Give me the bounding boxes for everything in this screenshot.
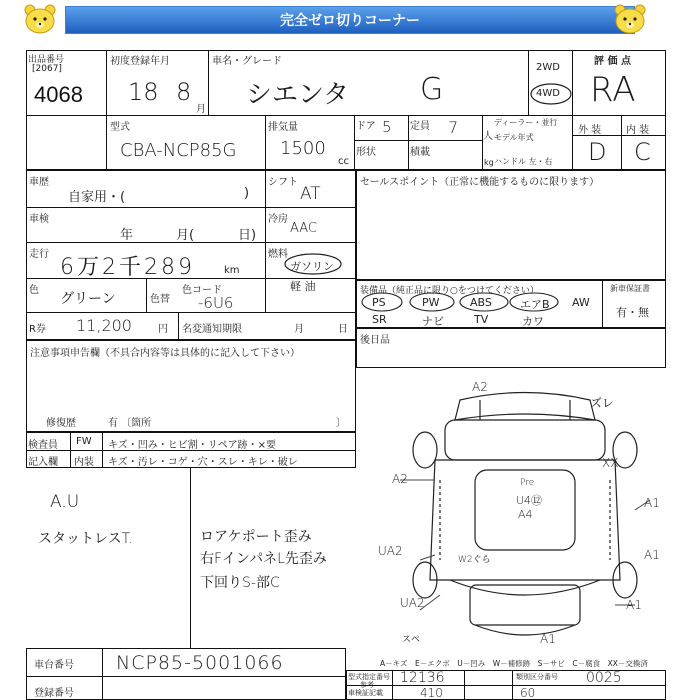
- reg-year: 18: [128, 78, 159, 106]
- grade: G: [420, 72, 444, 107]
- diagram-mark: A1: [644, 496, 660, 510]
- mileage-label: 走行: [29, 249, 49, 260]
- disp-value: 1500: [280, 138, 326, 159]
- color-code-value: -6U6: [198, 294, 234, 312]
- interior-label: 内装: [74, 457, 94, 468]
- recycle-unit: 円: [158, 324, 168, 335]
- diagram-mark: UA2: [400, 596, 425, 610]
- type-label: 型式: [110, 122, 130, 133]
- warranty-label: 新車保証書: [610, 284, 650, 293]
- top-banner: [0, 0, 700, 38]
- shape-label: 形状: [356, 147, 376, 158]
- diagram-mark: UA2: [378, 544, 403, 558]
- shift-value: AT: [300, 184, 321, 204]
- fw-label: FW: [76, 436, 92, 447]
- name-change-month: 月: [294, 324, 304, 335]
- diagram-mark: ズレ: [590, 396, 615, 410]
- eval-score: RA: [590, 70, 636, 110]
- door-value: 5: [382, 118, 392, 136]
- equip-airbag: エアB: [520, 298, 550, 311]
- banner-title: 完全ゼロ切りコーナー: [65, 6, 635, 34]
- car-name: シエンタ: [246, 80, 349, 110]
- color-code-label: 色コード: [182, 285, 222, 296]
- diagram-mark: A1: [626, 598, 642, 612]
- cert-value-2: 60: [520, 686, 536, 700]
- note-5: 下回りS-部C: [200, 575, 280, 591]
- class-no-value: 0025: [586, 670, 622, 686]
- drive-4wd-circle: [528, 82, 574, 106]
- interior-items: キズ・汚レ・コゲ・穴・スレ・キレ・破レ: [108, 457, 298, 468]
- type-no-value: 12136: [400, 670, 445, 686]
- type-value: CBA-NCP85G: [120, 140, 237, 161]
- diagram-mark: スペ: [402, 635, 421, 645]
- color-value: グリーン: [60, 291, 116, 307]
- capacity-unit: 人: [483, 131, 493, 142]
- fuel-label: 燃料: [268, 249, 288, 260]
- drive-4wd: 4WD: [536, 88, 560, 99]
- capacity-value: 7: [448, 118, 459, 137]
- dealer-label: ディーラー・並行: [494, 118, 558, 127]
- fuel-gas: ガソリン: [290, 260, 334, 273]
- color-swap-label: 色替: [150, 294, 170, 305]
- aircon-value: AAC: [290, 221, 317, 236]
- eval-label: 評 価 点: [594, 56, 631, 67]
- drive-2wd: 2WD: [536, 62, 560, 73]
- type-no-sub: 参考: [360, 681, 374, 689]
- lot-label: 出品番号: [28, 55, 65, 65]
- fw-items: キズ・凹み・ヒビ割・リペア跡・×要: [108, 440, 276, 451]
- equip-leather: カワ: [522, 315, 544, 328]
- mileage-value: 6万2千289: [60, 255, 195, 280]
- chassis-value: NCP85-5001066: [116, 652, 284, 674]
- recycle-label: R券: [29, 324, 46, 335]
- entry-label: 記入欄: [28, 457, 58, 468]
- reg-label: 初度登録年月: [110, 56, 170, 67]
- note-3: ロアケポート歪み: [200, 529, 312, 545]
- class-no-label: 類別区分番号: [516, 673, 558, 681]
- model-year-label: モデル年式: [494, 133, 534, 142]
- cert-value-1: 410: [420, 686, 443, 700]
- reg-month: 8: [176, 78, 192, 106]
- reg-month-unit: 月: [196, 104, 206, 115]
- notes-label: 注意事項申告欄（不具合内容等は具体的に記入して下さい）: [30, 348, 300, 359]
- ext-value: D: [588, 138, 607, 166]
- shift-label: シフト: [268, 177, 298, 188]
- inspect-year: 年: [120, 228, 134, 243]
- fuel-gas-circle: [282, 252, 344, 276]
- note-2: スタットレスT.: [38, 531, 133, 547]
- equipment-label: 装備品（純正品に限り○をつけてください）: [360, 286, 539, 296]
- chassis-label: 車台番号: [34, 660, 74, 671]
- equip-tv: TV: [474, 313, 489, 326]
- equip-abs: ABS: [470, 296, 492, 309]
- repair-value: 有 〔箇所: [108, 418, 152, 429]
- name-change-day: 日: [338, 324, 348, 335]
- capacity-label: 定員: [410, 121, 430, 132]
- diagram-mark: A1: [540, 632, 556, 646]
- category-value: 自家用・(: [68, 190, 126, 205]
- diagram-mark: Pre: [520, 478, 535, 488]
- equip-pw: PW: [422, 296, 440, 309]
- disp-label: 排気量: [268, 122, 298, 133]
- category-close: ): [244, 186, 250, 201]
- bear-mascot-icon: [22, 3, 58, 35]
- diagram-mark: A2: [392, 472, 408, 486]
- category-label: 車歴: [29, 177, 49, 188]
- cert-label: 車検証記載: [348, 689, 383, 697]
- repair-close: 〕: [336, 418, 346, 429]
- inspect-month: 月(: [176, 228, 195, 243]
- int-label: 内 装: [626, 125, 650, 136]
- note-4: 右FインパネL先歪み: [200, 551, 327, 567]
- note-1: A.U: [50, 492, 80, 512]
- diagram-mark: W2ぐら: [458, 555, 491, 565]
- type-no-label: 型式指定番号: [348, 673, 390, 681]
- equipment-circles: [360, 290, 600, 314]
- equip-navi: ナビ: [422, 315, 444, 328]
- bear-mascot-icon: [612, 3, 648, 35]
- load-label: 積載: [410, 147, 430, 158]
- diagram-mark: XX: [602, 456, 619, 470]
- name-change-label: 名変通知期限: [182, 324, 242, 335]
- door-label: ドア: [356, 121, 376, 132]
- lot-sub: [2067]: [32, 64, 62, 74]
- aircon-label: 冷房: [268, 214, 288, 225]
- lot-number: 4068: [34, 82, 83, 107]
- diagram-mark: U4⑫: [516, 494, 543, 507]
- mileage-unit: km: [224, 265, 240, 276]
- selling-points-label: セールスポイント（正常に機能するものに限ります）: [360, 177, 600, 188]
- inspector-label: 検査員: [28, 440, 58, 451]
- car-name-label: 車名・グレード: [212, 56, 282, 67]
- diagram-legend: A－キズ E－エクボ U－凹み W－補修跡 S－サビ C－腐食 XX－交換済: [380, 659, 648, 668]
- equip-ps: PS: [372, 296, 386, 309]
- equip-aw: AW: [572, 296, 590, 309]
- equip-sr: SR: [372, 313, 387, 326]
- ext-label: 外 装: [578, 125, 602, 136]
- fuel-diesel: 軽 油: [290, 280, 316, 293]
- load-unit: kg: [484, 158, 494, 167]
- reg-no-label: 登録番号: [34, 688, 74, 699]
- equipment-row2: [360, 313, 600, 327]
- diagram-mark: A2: [472, 380, 488, 394]
- later-label: 後日品: [360, 335, 390, 346]
- color-label: 色: [29, 285, 39, 296]
- int-value: C: [634, 138, 651, 166]
- recycle-value: 11,200: [76, 316, 132, 335]
- diagram-mark: A4: [518, 508, 533, 521]
- disp-unit: cc: [338, 156, 349, 167]
- inspect-day: 日): [238, 228, 257, 243]
- handle-label: ハンドル 左・右: [494, 157, 553, 166]
- warranty-value: 有・無: [616, 306, 649, 319]
- diagram-mark: A1: [644, 548, 660, 562]
- inspect-label: 車検: [29, 214, 49, 225]
- repair-label: 修復歴: [46, 418, 76, 429]
